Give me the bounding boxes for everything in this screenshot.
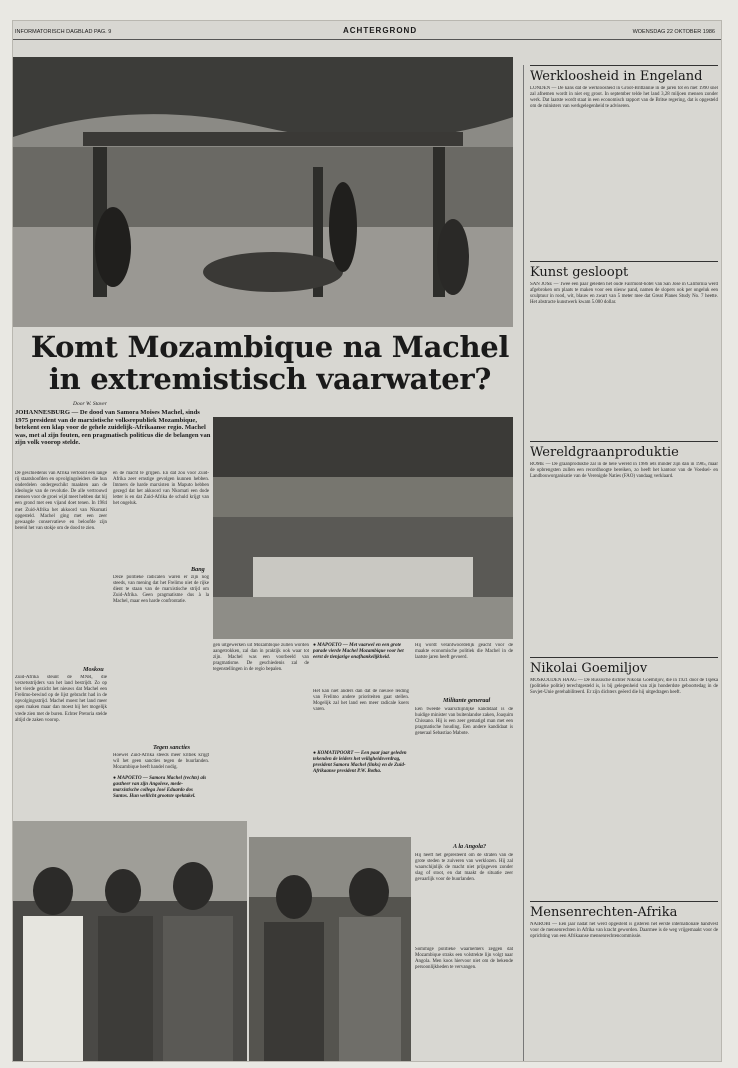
kunst-text: SAN JOSE — Twee een paar geleden het oude Fairmont-hotel van San Jose in California werd afgebroken om plaats te maken voor een nieuw pand, namen de slopers ook per ongeluk een sculptuur in rood, wit, blauw en zwart van 5 meter mee dat Great Planes Study No. 7 heette. Het abstracte kunstwerk kwam 5.000 dollar. [530,282,718,306]
goemiljov-text: MOSKOUDEN HAAG — De Russische dichter Nikolai Goemiljov, die in 1921 door de Tsjeka (politieke politie) terechtgesteld is, is bij gelegenheid van zijn honderdste geboortedag in de Sovjet-Unie gerehabiliteerd. Er zijn dichters geëerd die hij uitgedragen heeft. [530,678,718,696]
col2c-text: Hoewel Zuid-Afrika steeds meer kritiek krijgt wil het geen sancties tegen de buurlanden. Mozambique heeft handel nodig. [113,753,209,771]
col6b-text: Sommige politieke waarnemers zeggen dat Mozambique straks een volstrekte lijn volgt naar Angola. Men koos hiervoor niet om de bekende persoonlijkheden te vervangen. [415,947,513,971]
caption-mapoeto-1: ● MAPOETO — Samora Machel (rechts) als gastheer van zijn Angolese, mede-marxistische collega José Eduardo dos Santos. Hun wellicht grootste spektakel. [113,776,207,799]
col6-text: Hij heeft het gepresteerd om de straten van de grote steden te zuiveren van werklozen. Hij zal waarschijnlijk de macht niet prijsgeven zonder slag of stoot, en dat maakt de situatie zeer gevaarlijk voor de buurlanden. [415,853,513,883]
subhead-a-la-angola: A la Angola? [453,843,487,850]
page-header [13,21,721,40]
article-mensenrechten [530,901,718,1052]
mensenrechten-title: Mensenrechten-Afrika [530,901,718,920]
col1b-text: Zuid-Afrika steunt de MNR, die verzetsstrijders van het land bestrijdt. Zo op het vierde gezicht het nieuws dat Machel een Frelimo-bewind op de lijst gebracht had in de opvolgingsstrijd. Machel moest het land meer open maken maar dan moest hij het mogelijk vrede zien met de buren. Echter Pretoria stelde altijd de zaken voorop. [15,675,107,723]
col2-text: en de macht te grijpen. En dat zou voor Zuid-Afrika zeer ernstige gevolgen kunnen hebben. Immers de harde marxisten in Maputo hebben gezegd dat het akkoord van Nkomati een dode letter is en dat Zuid-Afrika de schuld krijgt van het ongeluk. [113,471,209,507]
byline: Door W. Staver [73,401,107,407]
graan-title: Wereldgraanproduktie [530,441,718,460]
col5b-text: Een tweede waarschijnlijke kandidaat is de huidige minister van buitenlandse zaken, Joaquim Chissano. Hij is een zeer gematigd man met een pragmatische houding. Een andere kandidaat is generaal Sebastiao Mabote. [415,707,513,737]
caption-komatipoort: ● KOMATIPOORT — Een paar jaar geleden tekenden de leiders het veiligheidsverdrag, president Samora Machel (links) en de Zuid-Afrikaanse president P.W. Botha. [313,751,407,774]
col2b-text: Deze politieke radicalen waren er zijn nog steeds, van mening dat het Frelimo niet de rijke dient te staan van de marxistische strijd om Zuid-Afrika. Geen pragmatisme dus à la Machel, maar een harde confrontatie. [113,575,209,605]
main-headline: Komt Mozambique na Machel in extremistisch vaarwater? [30,330,510,396]
top-photo [13,57,513,327]
bottom-photo-left [13,821,247,1061]
subhead-militante-generaal: Militante generaal [443,697,491,704]
kunst-title: Kunst gesloopt [530,261,718,280]
intro-paragraph: JOHANNESBURG — De dood van Samora Moises Machel, sinds 1975 president van de marxistische volksrepubliek Mozambique, betekent een klap voor de gehele zuidelijk-Afrikaanse regio. Machel was, met al zijn fouten, een pragmatisch politicus die de belangen van zijn volk voorop stelde. [15,409,211,447]
article-werkloosheid [530,65,718,248]
subhead-tegen-sancties: Tegen sancties [153,744,191,751]
caption-mapoeto-2: ● MAPOETO — Met vaarwel en een grote parade vierde Machel Mozambique voor het eerst de tienjarige onafhankelijkheid. [313,643,404,660]
mensenrechten-text: NAIROBI — Een jaar nadat het werd opgesteld is gisteren het eerste internationale handvest voor de mensenrechten in Afrika van kracht geworden. Daarmee is de weg vrijgemaakt voor de oprichting van een Afrikaanse mensenrechtencommissie. [530,922,718,940]
werkloosheid-title: Werkloosheid in Engeland [530,65,718,84]
header-left: INFORMATORISCH DAGBLAD PAG. 9 [15,29,112,35]
col1-text: De geschiedenis van Afrika vertoont een lange rij staatshoofden en opvolgingsleiders die hun onderdelen ondergeschikt maakten aan de ideologie van de revolutie. De alle vertrouwd mensen voor de groei wijd meet hebben dat hij een grond met een vijand doet tenen. In 1984 met Zuid-Afrika het akkoord van Nkomati opgesteld. Machel ging met een zeer gewaagde conservatieve en beloofde zijn bereid het van stokje om de dood te zien. [15,471,107,531]
article-kunst [530,261,718,432]
col5-text: Hij wordt verantwoordelijk geacht voor de maakte economische politiek die Machel in de laatste jaren heeft gevoerd. [415,643,513,661]
goemiljov-title: Nikolai Goemiljov [530,657,718,676]
sidebar [523,65,720,1061]
graan-text: ROME — De graanproduktie zal in de hele wereld in 1986 iets minder zijn dan in 1985, maar de opbrengsten zullen een recordhoogte bereiken, zo heeft het kantoor van de Voedsel- en Landbouworganisatie van de Verenigde Naties (FAO) vandaag verklaard. [530,462,718,480]
parade-photo [213,417,513,639]
section-title: ACHTERGROND [343,26,418,35]
header-date: WOENSDAG 22 OKTOBER 1986 [632,29,715,35]
article-graan [530,441,718,642]
subhead-moskou: Moskou [83,666,104,673]
col3-text: gen uitgewerken uit Mozambique zullen worden aangetrokken, zal dan in praktijk ook waar tot zijn. Machel was een voorbeeld van pragmatisme. De geschiedenis zal de tegenstellingen in de regio bepalen. [213,643,309,673]
col4-text: Het kan niet anders dan dat de nieuwe leiding van Frelimo andere prioriteiten gaat stellen. Mogelijk zal het land een meer radicale koers varen. [313,689,409,713]
newspaper-page [12,20,722,1062]
bottom-photo-right [249,837,411,1061]
subhead-bang: Bang [191,566,205,573]
werkloosheid-text: LONDEN — De kans dat de werkloosheid in Groot-Brittannië in de jaren tot en met 1990 snel zal afnemen wordt in niet erg groot. In september telde het land 3,28 miljoen mensen zonder werk. Dat laatste wordt staat in een economisch rapport van de Britse regering, dat is opgesteld om de ministers van werkgelegenheid te adviseren. [530,86,718,110]
article-goemiljov [530,657,718,888]
